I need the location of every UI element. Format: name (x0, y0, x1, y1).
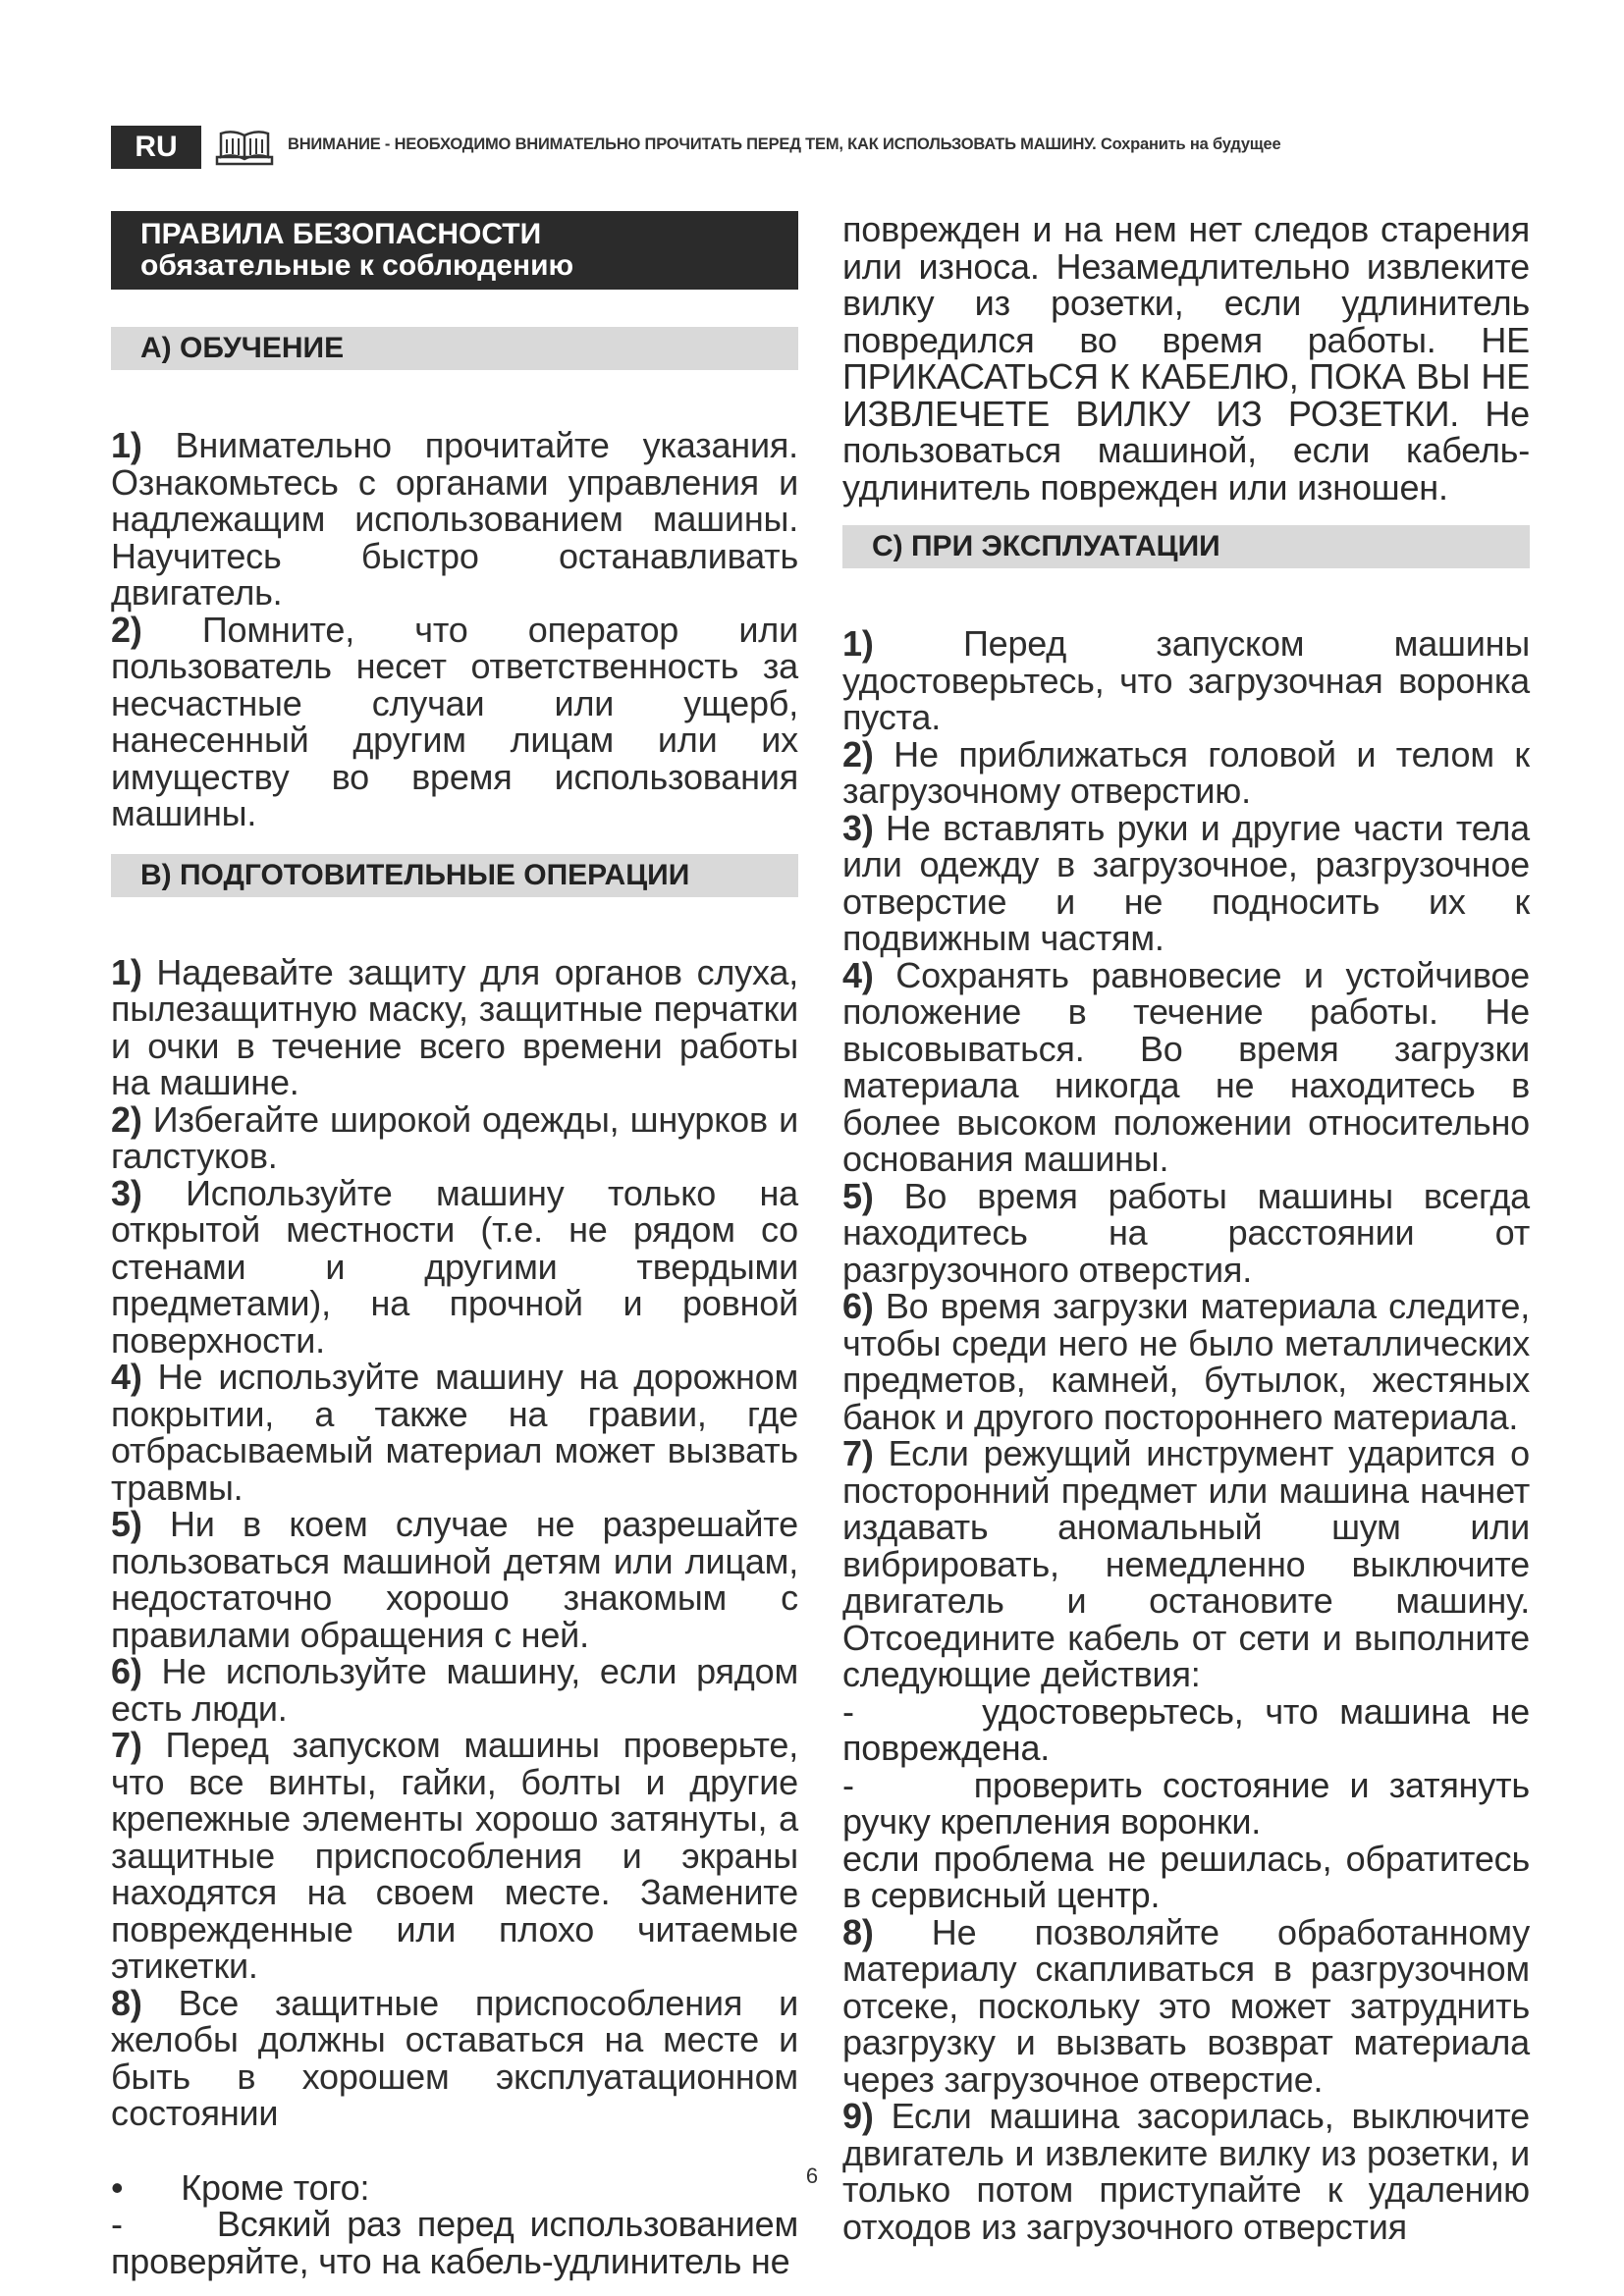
page-number: 6 (805, 2163, 819, 2188)
section-c-item-3: 3) Не вставлять руки и другие части тела или одежду в загрузочное, разгрузочное отверстие и не подносить их к подвижным частям. (842, 807, 1530, 958)
section-b-item-1: 1) Надевайте защиту для органов слуха, пылезащитную маску, защитные перчатки и очки в течение всего времени работы на машине. (111, 951, 798, 1102)
section-c-after-dash: если проблема не решилась, обратитесь в сервисный центр. (842, 1838, 1530, 1915)
section-b-item-3: 3) Используйте машину только на открытой местности (т.е. не рядом со стенами и другими твердыми предметами), на прочной и ровной поверхности. (111, 1172, 798, 1361)
section-c-dash-1: - удостоверьтесь, что машина не повреждена. (842, 1690, 1540, 1768)
section-b-dash-item: - Всякий раз перед использованием проверяйте, что на кабель-удлинитель не (111, 2204, 808, 2281)
header-warning-main: ВНИМАНИЕ - НЕОБХОДИМО ВНИМАТЕЛЬНО ПРОЧИТАТЬ ПЕРЕД ТЕМ, КАК ИСПОЛЬЗОВАТЬ МАШИНУ. (288, 135, 1097, 153)
right-column (842, 209, 1540, 2247)
section-c-item-9: 9) Если машина засорилась, выключите двигатель и извлеките вилку из розетки, и только потом приступайте к удалению отходов из загрузочного отверстия (842, 2096, 1530, 2247)
section-b-item-5: 5) Ни в коем случае не разрешайте пользоваться машиной детям или лицам, недостаточно хорошо знакомым с правилами обращения с ней. (111, 1504, 798, 1655)
header-warning-tail: Сохранить на будущее (1100, 135, 1281, 153)
header-warning (288, 135, 1554, 154)
section-b-item-7: 7) Перед запуском машины проверьте, что все винты, гайки, болты и другие крепежные элементы хорошо затянуты, а защитные приспособления и экраны находятся на своем месте. Замените поврежденные или плохо читаемые этикетки. (111, 1725, 798, 1986)
main-title-line1: ПРАВИЛА БЕЗОПАСНОСТИ (140, 218, 542, 250)
section-b-bullet: • Кроме того: (111, 2166, 370, 2208)
main-title-line2: обязательные к соблюдению (140, 249, 574, 282)
section-c-item-2: 2) Не приближаться головой и телом к загрузочному отверстию. (842, 733, 1530, 811)
language-badge: RU (111, 126, 201, 169)
section-b-item-6: 6) Не используйте машину, если рядом есть люди. (111, 1651, 798, 1729)
book-icon (213, 128, 276, 167)
section-b-item-8: 8) Все защитные приспособления и желобы должны оставаться на месте и быть в хорошем эксплуатационном состоянии (111, 1982, 798, 2133)
section-c-item-7: 7) Если режущий инструмент ударится о посторонний предмет или машина начнет издавать аномальный шум или вибрировать, немедленно выключите двигатель и остановите машину. Отсоедините кабель от сети и выполните следующие действия: (842, 1433, 1530, 1694)
section-a-item-1: 1) Внимательно прочитайте указания. Ознакомьтесь с органами управления и надлежащим использованием машины. Научитесь быстро останавливать двигатель. (111, 425, 798, 613)
section-a-title: A) ОБУЧЕНИЕ (111, 327, 798, 370)
section-b-item-2: 2) Избегайте широкой одежды, шнурков и галстуков. (111, 1098, 798, 1176)
section-c-item-6: 6) Во время загрузки материала следите, чтобы среди него не было металлических предметов, камней, бутылок, жестяных банок и другого постороннего материала. (842, 1286, 1530, 1437)
left-column (111, 211, 808, 2281)
section-b-item-4: 4) Не используйте машину на дорожном покрытии, а также на гравии, где отбрасываемый материал может вызвать травмы. (111, 1357, 798, 1508)
page-header (111, 126, 1535, 169)
section-c-item-1: 1) Перед запуском машины удостоверьтесь, что загрузочная воронка пуста. (842, 623, 1530, 737)
main-title (111, 211, 798, 290)
section-a-item-2: 2) Помните, что оператор или пользователь несет ответственность за несчастные случаи или ущерб, нанесенный другим лицам или их имуществу во время использования машины. (111, 609, 798, 833)
section-c-item-5: 5) Во время работы машины всегда находитесь на расстоянии от разгрузочного отверстия. (842, 1175, 1530, 1290)
section-c-item-8: 8) Не позволяйте обработанному материалу скапливаться в разгрузочном отсеке, поскольку это может затруднить разгрузку и вызвать возврат материала через загрузочное отверстие. (842, 1911, 1530, 2100)
section-b-continued: поврежден и на нем нет следов старения или износа. Незамедлительно извлеките вилку из розетки, если удлинитель повредился во время работы. НЕ ПРИКАСАТЬСЯ К КАБЕЛЮ, ПОКА ВЫ НЕ ИЗВЛЕЧЕТЕ ВИЛКУ ИЗ РОЗЕТКИ. Не пользоваться машиной, если кабель-удлинитель поврежден или изношен. (842, 209, 1530, 507)
section-c-title: C) ПРИ ЭКСПЛУАТАЦИИ (842, 525, 1530, 568)
section-c-dash-2: - проверить состояние и затянуть ручку крепления воронки. (842, 1764, 1540, 1842)
section-b-title: B) ПОДГОТОВИТЕЛЬНЫЕ ОПЕРАЦИИ (111, 854, 798, 897)
section-c-item-4: 4) Сохранять равновесие и устойчивое положение в течение работы. Не высовываться. Во время загрузки материала никогда не находитесь в более высоком положении относительно основания машины. (842, 954, 1530, 1179)
